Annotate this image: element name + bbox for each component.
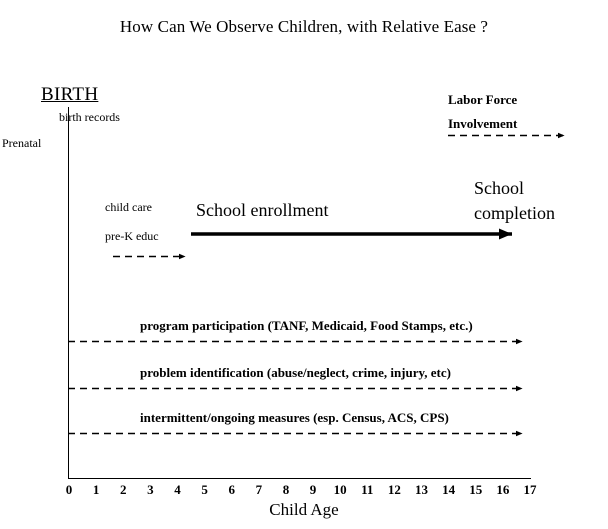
x-tick-label-12: 12 <box>387 482 401 497</box>
pre-k-educ-label: pre-K educ <box>105 229 159 243</box>
x-tick-label-5: 5 <box>201 482 208 497</box>
prenatal-label: Prenatal <box>2 136 42 150</box>
x-tick-label-14: 14 <box>442 482 456 497</box>
birth-records-label: birth records <box>59 110 120 124</box>
x-tick-label-15: 15 <box>469 482 483 497</box>
program-participation-label: program participation (TANF, Medicaid, Food Stamps, etc.) <box>140 318 473 333</box>
school-completion-line-1: School <box>474 178 525 198</box>
x-tick-label-16: 16 <box>496 482 510 497</box>
x-tick-label-3: 3 <box>147 482 154 497</box>
y-axis-line <box>68 107 69 479</box>
problem-identification-label: problem identification (abuse/neglect, crime, injury, etc) <box>140 365 451 380</box>
x-tick-label-10: 10 <box>333 482 347 497</box>
x-tick-label-1: 1 <box>92 482 100 497</box>
x-axis-title: Child Age <box>269 500 339 519</box>
x-tick-label-17: 17 <box>523 482 537 497</box>
x-tick-label-13: 13 <box>415 482 429 497</box>
x-tick-label-11: 11 <box>361 482 374 497</box>
x-tick-label-9: 9 <box>309 482 317 497</box>
x-tick-label-0: 0 <box>65 482 73 497</box>
labor-force-line-1: Labor Force <box>448 92 518 107</box>
x-tick-label-4: 4 <box>174 482 181 497</box>
school-completion-label <box>474 176 555 226</box>
page-title: How Can We Observe Children, with Relative Ease ? <box>119 17 489 36</box>
school-enrollment-label: School enrollment <box>196 200 329 220</box>
labor-force-line-2: Involvement <box>448 116 518 131</box>
intermittent-measures-label: intermittent/ongoing measures (esp. Census, ACS, CPS) <box>140 410 449 425</box>
x-tick-label-6: 6 <box>228 482 235 497</box>
x-tick-label-7: 7 <box>255 482 263 497</box>
x-tick-label-2: 2 <box>119 482 127 497</box>
x-axis-line <box>68 478 531 479</box>
school-completion-line-2: completion <box>474 203 555 223</box>
x-tick-label-8: 8 <box>282 482 290 497</box>
child-care-label: child care <box>105 200 152 214</box>
birth-label: BIRTH <box>41 84 99 105</box>
labor-force-involvement-label <box>448 88 517 136</box>
